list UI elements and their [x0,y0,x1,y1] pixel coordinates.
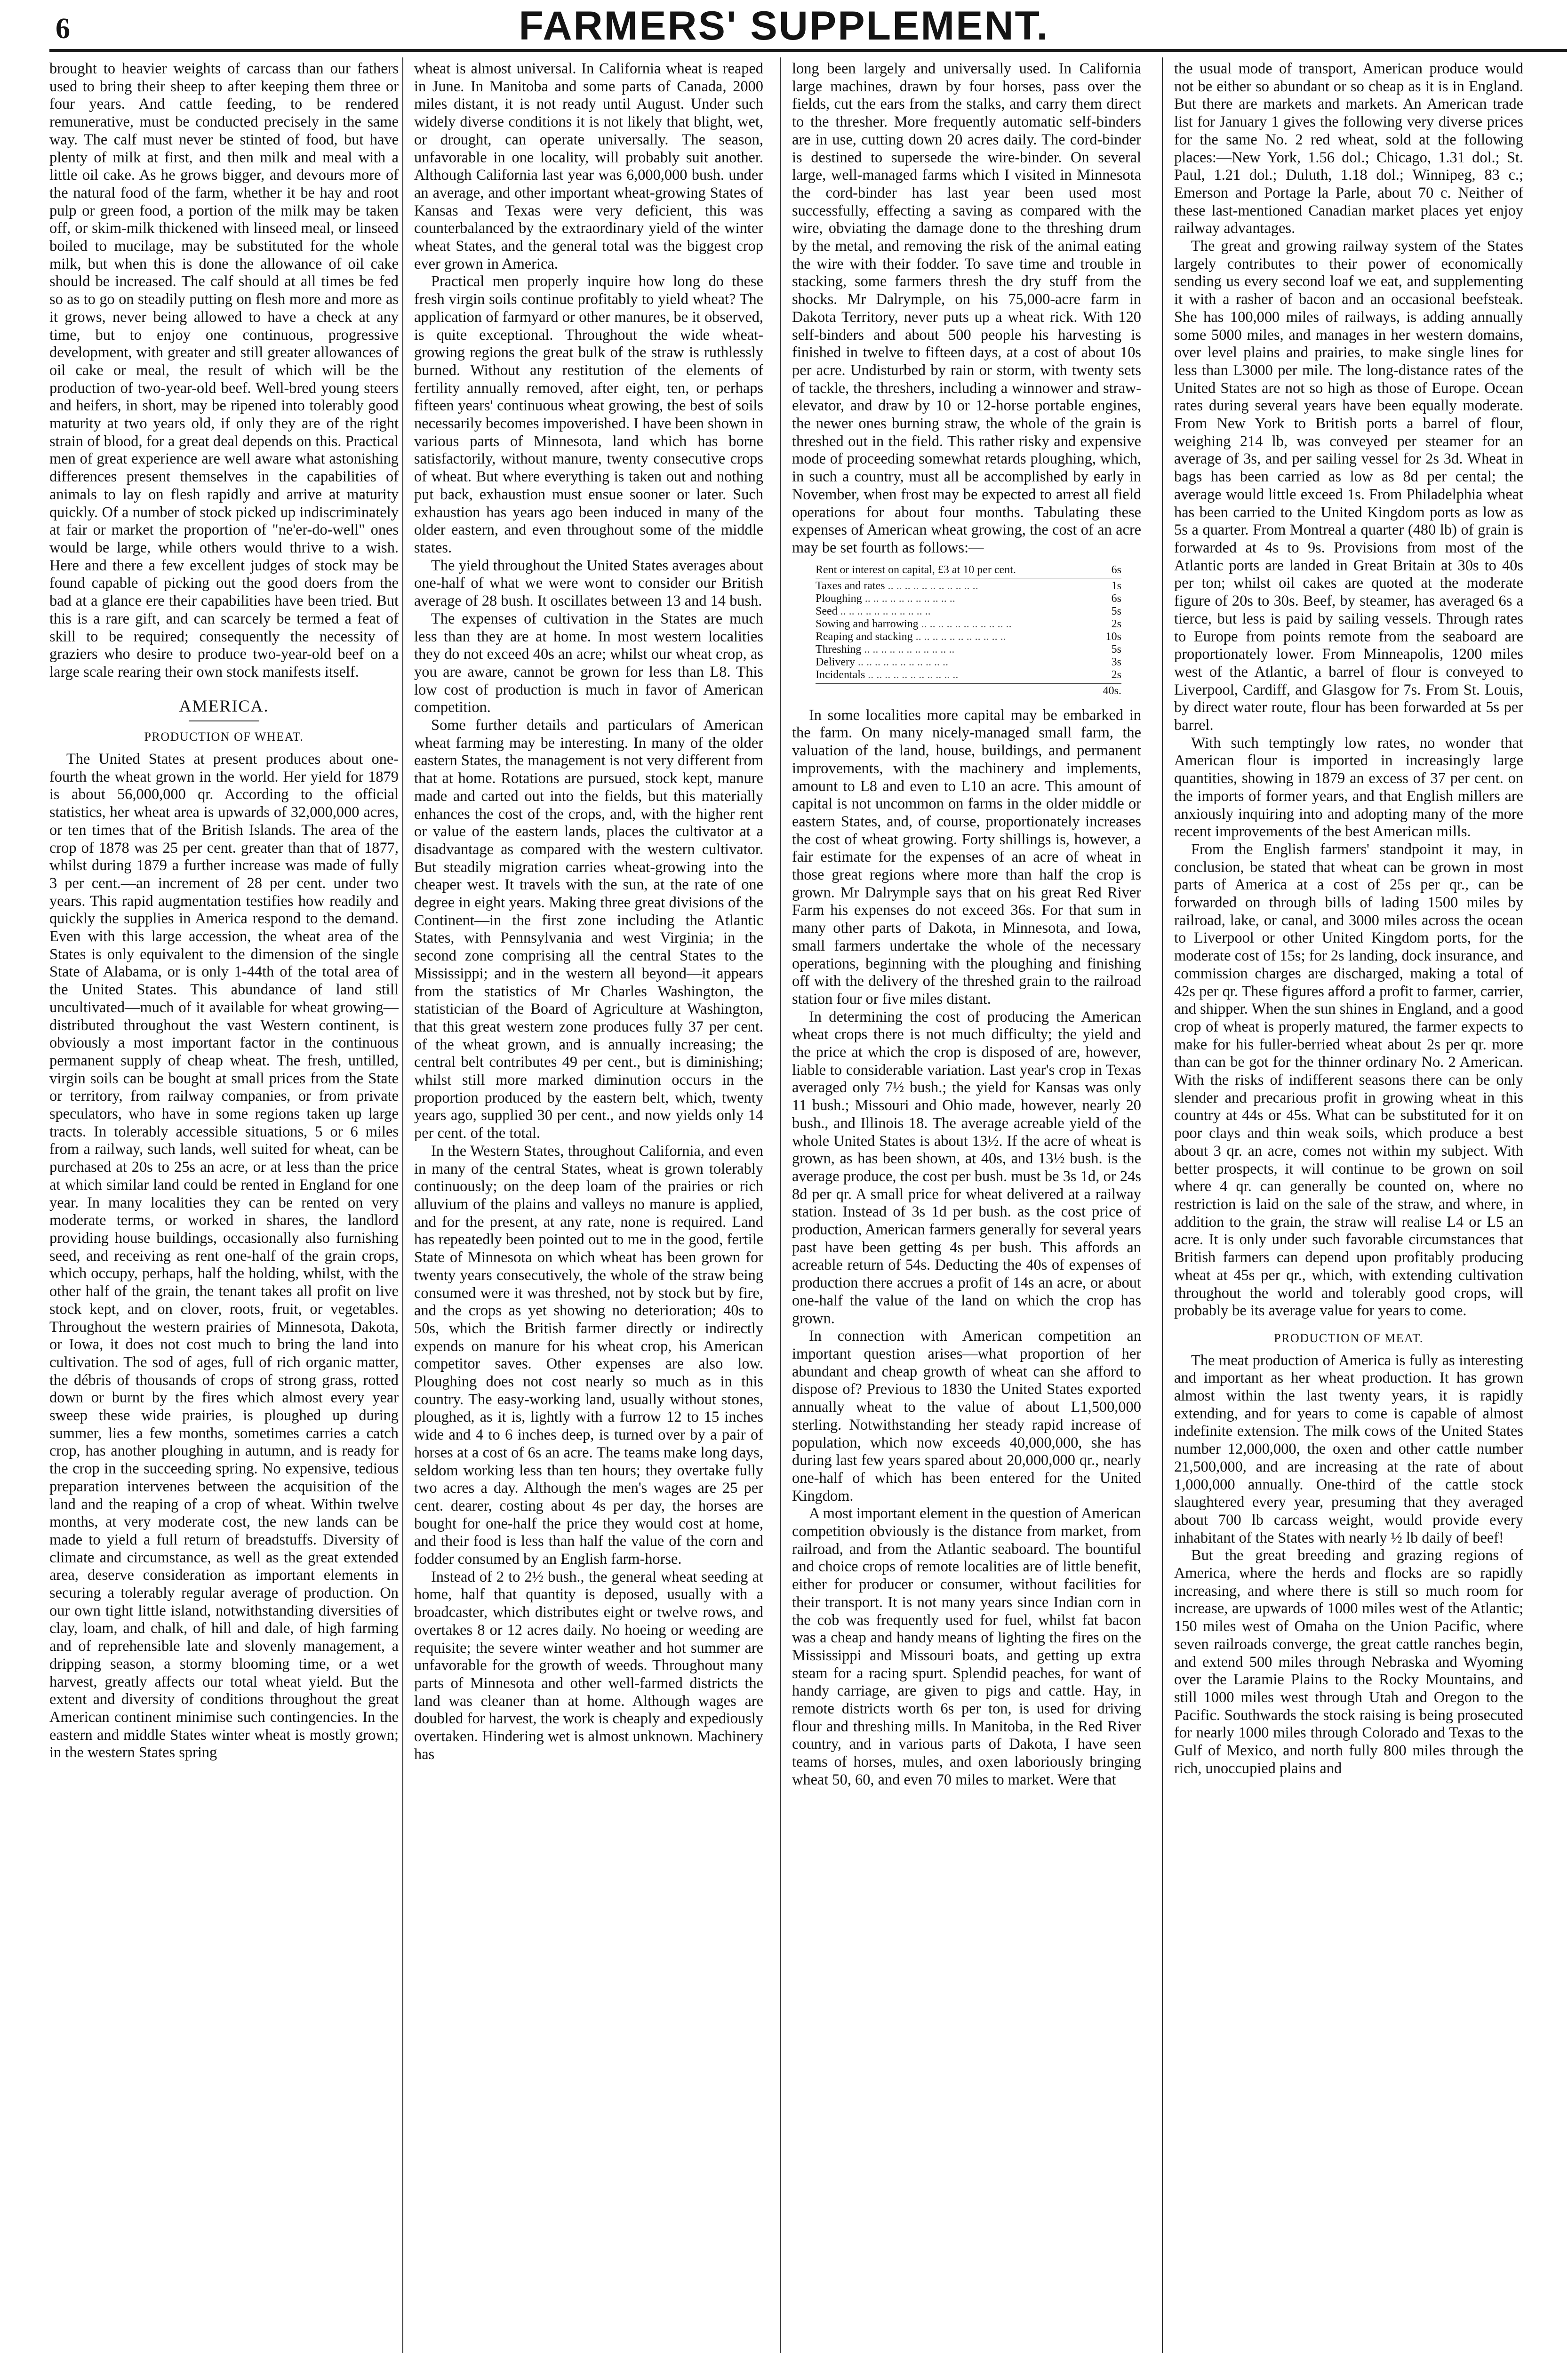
page-header [0,0,1568,52]
cost-amount: 6s [1111,592,1121,605]
column-3 [792,60,1141,2353]
cost-row [816,580,1121,592]
article-paragraph: The meat production of America is fully as interesting and important as her wheat production. It has grown almost within the last twenty years, it is rapidly extending, and for years to come is capable of almost indefinite extension. The milk cows of the United States number 12,000,000, the oxen and other cattle number 21,500,000, and are increasing at the rate of about 1,000,000 annually. One-third of the cattle stock slaughtered every year, presuming that they averaged about 700 lb carcass weight, would provide every inhabitant of the States with nearly ½ lb daily of beef! [1174,1352,1523,1546]
cost-amount: 1s [1111,579,1121,592]
page-number: 6 [56,13,70,45]
article-paragraph: From the English farmers' standpoint it may, in conclusion, be stated that wheat can be grown in most parts of America at a cost of 25s per qr., can be forwarded on through bills of lading 1500 miles by railroad, lake, or canal, and 3000 miles across the ocean to Liverpool or other United Kingdom ports, for the moderate cost of 15s; for 2s landing, dock insurance, and commission charges are discharged, making a total of 42s per qr. These figures afford a profit to farmer, carrier, and shipper. When the sun shines in England, and a good crop of wheat is properly matured, the farmer expects to make for his fuller-berried wheat about 2s per qr. more than can be got for the thinner ordinary No. 2 American. With the risks of indifferent seasons there can be only slender and precarious profit in growing wheat in this country at 44s or 45s. What can be substituted for it on poor clays and thin weak soils, which produce a best about 3 qr. an acre, comes not within my subject. With better prospects, it will continue to be grown on soil where 4 qr. can generally be counted on, where no restriction is laid on the sale of the straw, and where, in addition to the grain, the straw will realise L4 or L5 an acre. It is only under such favorable circumstances that British farmers can depend upon profitably producing wheat at 45s per qr., which, with extending cultivation throughout the world and tolerably good crops, will probably be its average value for years to come. [1174,840,1523,1320]
cost-amount: 2s [1111,617,1121,630]
leader-dots: .. .. .. .. .. .. .. .. .. .. .. [888,579,978,592]
header-rule [49,49,1567,52]
cost-row [816,592,1121,605]
cost-table-header-amount: 6s [1111,563,1121,576]
cost-label: Taxes and rates [816,579,885,592]
masthead-title: FARMERS' SUPPLEMENT. [519,3,1049,48]
article-paragraph: Some further details and particulars of American wheat farming may be interesting. In many of the older eastern States, the management is not very different from that at home. Rotations are pursued, stock kept, manure made and carted out into the fields, but this materially enhances the cost of the crops, and, with the higher rent or value of the eastern lands, places the cultivator at a disadvantage as compared with the western cultivator. But steadily migration carries wheat-growing into the cheaper west. It travels with the sun, at the rate of one degree in eight years. Making three great divisions of the Continent—in the first zone including the Atlantic States, with Pennsylvania and west Virginia; in the second zone comprising all the central States to the Mississippi; and in the western all beyond—it appears from the statistics of Mr Charles Washington, the statistician of the Board of Agriculture at Washington, that this great western zone produces fully 37 per cent. of the wheat grown, and is annually increasing; the central belt contributes 49 per cent., but is diminishing; whilst still more marked diminution occurs in the proportion produced by the eastern belt, which, twenty years ago, supplied 30 per cent., and now yields only 14 per cent. of the total. [414,717,763,1142]
leader-dots: .. .. .. .. .. .. .. .. .. .. .. [864,592,955,605]
column-2 [414,60,763,2353]
article-paragraph: But the great breeding and grazing regions of America, where the herds and flocks are so rapidly increasing, and where there is still so much room for increase, are upwards of 1000 miles west of the Atlantic; 150 miles west of Omaha on the Union Pacific, where seven railroads converge, the great cattle ranches begin, and extend 500 miles through Nebraska and Wyoming over the Laramie Plains to the Rocky Mountains, and still 1000 miles west through Utah and Oregon to the Pacific. Southwards the stock raising is being prosecuted for nearly 1000 miles through Colorado and Texas to the Gulf of Mexico, and north fully 800 miles through the rich, unoccupied plains and [1174,1547,1523,1777]
cost-row [816,618,1121,631]
article-paragraph: The expenses of cultivation in the States are much less than they are at home. In most western localities they do not exceed 40s an acre; whilst our wheat crop, as you are aware, cannot be grown for less than L8. This low cost of production is much in favor of American competition. [414,610,763,716]
article-paragraph: The great and growing railway system of the States largely contributes to their power of economically sending us every second loaf we eat, and supplementing it with a rasher of bacon and an occasional beefsteak. She has 100,000 miles of railways, is adding annually some 5000 miles, and manages in her western domains, over level plains and prairies, to make single lines for less than L3000 per mile. The long-distance rates of the United States are not so high as those of Europe. Ocean rates during several years have been equally moderate. From New York to British ports a barrel of flour, weighing 214 lb, was conveyed per steamer for an average of 3s, and per sailing vessel for 2s 3d. Wheat in bags has been carried as low as 8d per cental; the average would little exceed 1s. From Philadelphia wheat has been carried to the United Kingdom ports as low as 5s a quarter. From Montreal a quarter (480 lb) of grain is forwarded at 4s to 9s. Provisions from most of the Atlantic ports are landed in Great Britain at 30s to 40s per ton; whilst oil cakes are quoted at the moderate figure of 20s to 30s. Beef, by steamer, has averaged 6s a tierce, but less is paid by sailing vessels. Through rates to Europe from points remote from the seaboard are proportionately lower. From Minneapolis, 1200 miles west of the Atlantic, a barrel of flour is conveyed to Liverpool, Cardiff, and Glasgow for 7s. From St. Louis, by direct water route, flour has been forwarded at 5s per barrel. [1174,238,1523,734]
section-divider [189,720,259,721]
article-paragraph: long been largely and universally used. In California large machines, drawn by four horses, pass over the fields, cut the ears from the stalks, and carry them direct to the thresher. More frequently automatic self-binders are in use, cutting down 20 acres daily. The cord-binder is destined to supersede the wire-binder. On several large, well-managed farms which I visited in Minnesota the cord-binder has last year been used most successfully, effecting a saving as compared with the wire, obviating the damage done to the threshing drum by the metal, and removing the risk of the animal eating the wire with their fodder. To save time and trouble in stacking, some farmers thresh the dry stuff from the shocks. Mr Dalrymple, on his 75,000-acre farm in Dakota Territory, never puts up a wheat rick. With 120 self-binders and about 500 people his harvesting is finished in twelve to fifteen days, at a cost of about 10s per acre. Undisturbed by rain or storm, with twenty sets of tackle, the threshers, including a winnower and straw-elevator, and draw by 10 or 12-horse portable engines, the newer ones burning straw, the whole of the grain is threshed out in the field. This rather risky and expensive mode of proceeding somewhat retards ploughing, which, in such a country, must all be accomplished by early in November, when frost may be expected to arrest all field operations for about four months. Tabulating these expenses of American wheat growing, the cost of an acre may be set fourth as follows:— [792,60,1141,556]
cost-table-header-label: Rent or interest on capital, £3 at 10 per cent. [816,563,1016,576]
leader-dots: .. .. .. .. .. .. .. .. .. .. .. [915,630,1006,643]
column-divider [1162,57,1163,2353]
article-paragraph: brought to heavier weights of carcass than our fathers used to bring their sheep to after keeping them three or four years. And cattle feeding, to be rendered remunerative, must be conducted precisely in the same way. The calf must never be stinted of food, but have plenty of milk at first, and then milk and meal with a little oil cake. As he grows bigger, and devours more of the natural food of the farm, whether it be hay and root pulp or green food, a portion of the milk may be taken off, or skim-milk thickened with linseed meal, or linseed boiled to mucilage, may be substituted for the whole milk, but when this is done the allowance of oil cake should be increased. The calf should at all times be fed so as to go on steadily putting on flesh more and more as it grows, never being allowed to have a check at any time, but to enjoy one continuous, progressive development, with greater and still greater allowances of oil cake or meal, the result of which will be the production of two-year-old beef. Well-bred young steers and heifers, in short, may be ripened into tolerably good maturity at two years old, if only they are of the right strain of blood, for a great deal depends on this. Practical men of great experience are well aware what astonishing differences present themselves in the capabilities of animals to lay on flesh rapidly and arrive at maturity quickly. Of a number of stock picked up indiscriminately at fair or market the proportion of "ne'er-do-well" ones would be large, while others would thrive to a wish. Here and there a few excellent judges of stock may be found capable of picking out the good doers from the bad at a glance ere their capabilities have been tried. But this is a rare gift, and can scarcely be termed a feat of skill to be required; consequently the necessity of graziers who desire to produce two-year-old beef on a large scale rearing their own stock manifests itself. [49,60,399,680]
cost-row [816,643,1121,656]
cost-amount: 5s [1111,643,1121,656]
cost-label: Delivery [816,656,855,668]
cost-label: Incidentals [816,668,865,681]
cost-row [816,656,1121,669]
subheading-production-of-wheat: PRODUCTION OF WHEAT. [144,730,304,744]
cost-label: Sowing and harrowing [816,617,919,630]
article-paragraph: In the Western States, throughout California, and even in many of the central States, wheat is grown tolerably continuously; on the deep loam of the prairies or rich alluvium of the plains and valleys no manure is applied, and for the present, at any rate, none is required. Land has repeatedly been pointed out to me in the good, fertile State of Minnesota on which wheat has been grown for twenty years consecutively, the whole of the straw being consumed were it was threshed, not by stock but by fire, and the crops as yet showing no deterioration; 40s to 50s, which the British farmer directly or indirectly expends on manure for his wheat crop, his American competitor saves. Other expenses are also low. Ploughing does not cost nearly so much as in this country. The easy-working land, usually without stones, ploughed, as it is, lightly with a furrow 12 to 15 inches wide and 4 to 6 inches deep, is turned over by a pair of horses at a cost of 6s an acre. The teams make long days, seldom working less than ten hours; they overtake fully two acres a day. Although the men's wages are 25 per cent. dearer, costing about 4s per day, the horses are bought for one-half the price they would cost at home, and their food is less than half the value of the corn and fodder consumed by an English farm-horse. [414,1142,763,1568]
cost-label: Threshing [816,643,862,656]
cost-amount: 2s [1111,668,1121,681]
column-4 [1174,60,1523,2353]
article-paragraph: Instead of 2 to 2½ bush., the general wheat seeding at home, half that quantity is deposed, usually with a broadcaster, which distributes eight or twelve rows, and overtakes 8 or 12 acres daily. No hoeing or weeding are requisite; the severe winter weather and hot summer are unfavorable for the growth of weeds. Throughout many parts of Minnesota and other well-farmed districts the land was cleaner than at home. Although wages are doubled for harvest, the work is cheaply and expediously overtaken. Hindering wet is almost unknown. Machinery has [414,1568,763,1763]
leader-dots: .. .. .. .. .. .. .. .. .. .. .. [868,668,959,681]
leader-dots: .. .. .. .. .. .. .. .. .. .. .. [857,656,948,668]
leader-dots: .. .. .. .. .. .. .. .. .. .. .. [921,617,1012,630]
article-paragraph: In determining the cost of producing the American wheat crops there is not much difficulty; the yield and the price at which the crop is disposed of are, however, liable to considerable variation. Last year's crop in Texas averaged only 7½ bush.; the yield for Kansas was only 11 bush.; Missouri and Ohio made, however, nearly 20 bush., and Illinois 18. The average acreable yield of the whole United States is about 13½. If the acre of wheat is grown, as has been shown, at 40s, and 13½ bush. is the average produce, the cost per bush. must be 3s 1d, or 24s 8d per qr. A small price for wheat delivered at a railway station. Instead of 3s 1d per bush. as the cost price of production, American farmers generally for several years past have been getting 4s per bush. This affords an acreable return of 54s. Deducting the 40s of expenses of production there accrues a profit of 14s an acre, or about one-half the value of the land on which the crop has grown. [792,1008,1141,1327]
article-paragraph: A most important element in the question of American competition obviously is the distance from market, from railroad, and from the Atlantic seaboard. The bountiful and choice crops of remote localities are of little benefit, either for producer or consumer, without facilities for their transport. It is not many years since Indian corn in the cob was frequently used for fuel, whilst fat bacon was a cheap and handy means of lighting the fires on the Mississippi and Missouri boats, and getting up extra steam for a racing spurt. Splendid peaches, for want of handy carriage, are given to pigs and cattle. Hay, in remote districts worth 6s per ton, is used for driving flour and threshing mills. In Manitoba, in the Red River country, and in various parts of Dakota, I have seen teams of horses, mules, and oxen laboriously bringing wheat 50, 60, and even 70 miles to market. Were that [792,1505,1141,1788]
article-paragraph: the usual mode of transport, American produce would not be either so abundant or so cheap as it is in England. But there are markets and markets. An American trade list for January 1 gives the following very diverse prices for the same No. 2 red wheat, sold at the following places:—New York, 1.56 dol.; Chicago, 1.31 dol.; St. Paul, 1.21 dol.; Duluth, 1.18 dol.; Winnipeg, 83 c.; Emerson and Portage la Parle, about 70 c. Neither of these last-mentioned Canadian market places yet enjoy railway advantages. [1174,60,1523,237]
cost-table-header [816,564,1121,578]
article-paragraph: The United States at present produces about one-fourth the wheat grown in the world. Her yield for 1879 is about 56,000,000 qr. According to the official statistics, her wheat area is upwards of 32,000,000 acres, or ten times that of the British Islands. The area of the crop of 1878 was 25 per cent. greater than that of 1877, whilst during 1879 a further increase was made of fully 3 per cent.—an increment of 28 per cent. under two years. This rapid augmentation testifies how readily and quickly the supplies in America respond to the demand. Even with this large accession, the wheat area of the States is only equivalent to the dimension of the single State of Alabama, or is only 1-44th of the total area of the United States. This abundance of land still uncultivated—much of it available for wheat growing—distributed throughout the vast Western continent, is obviously a most important factor in the continuous permanent supply of cheap wheat. The fresh, untilled, virgin soils can be bought at small prices from the State or territory, from railway companies, or from private speculators, who have in some regions taken up large tracts. In tolerably accessible situations, 5 or 6 miles from a railway, such lands, well suited for wheat, can be purchased at 20s to 25s an acre, or at less than the price at which similar land could be rented in England for one year. In many localities they can be rented on very moderate terms, or worked in shares, the landlord providing house buildings, occasionally also furnishing seed, and receiving as rent one-half of the grain crops, which occupy, perhaps, half the holding, whilst, with the other half of the grain, the tenant takes all profit on live stock kept, and on clover, roots, fruit, or vegetables. Throughout the western prairies of Minnesota, Dakota, or Iowa, it does not cost much to bring the land into cultivation. The sod of ages, full of rich organic matter, the débris of thousands of crops of strong grass, rotted down or burnt by the fires which almost every year sweep these wide prairies, is ploughed up during summer, lies a few months, sometimes carries a catch crop, has another ploughing in autumn, and is ready for the crop in the succeeding spring. No expensive, tedious preparation intervenes between the acquisition of the land and the reaping of a crop of wheat. Within twelve months, at very moderate cost, the new lands can be made to yield a full return of breadstuffs. Diversity of climate and circumstance, as well as the great extended area, deserve consideration as important elements in securing a tolerably regular average of production. On our own tight little island, notwithstanding diversities of clay, loam, and chalk, of hill and dale, of high farming and of reprehensible late and slovenly management, a dripping season, a stormy blooming time, or a wet harvest, greatly affects our total wheat yield. But the extent and diversity of conditions throughout the great American continent minimise such contingencies. In the eastern and middle States winter wheat is mostly grown; in the western States spring [49,751,399,1761]
cost-amount: 3s [1111,656,1121,668]
cost-row [816,631,1121,643]
cost-amount: 10s [1105,630,1121,643]
cost-total: 40s. [816,683,1121,697]
subheading-production-of-meat: PRODUCTION OF MEAT. [1274,1331,1424,1345]
cost-label: Ploughing [816,592,862,605]
cost-row [816,669,1121,681]
article-paragraph: In some localities more capital may be embarked in the farm. On many nicely-managed small farm, the valuation of the land, house, buildings, and permanent improvements, with the machinery and implements, amount to L8 and even to L10 an acre. This amount of capital is not uncommon on farms in the older middle or eastern States, and, of course, proportionately increases the cost of wheat growing. Forty shillings is, however, a fair estimate for the expenses of an acre of wheat in those great regions where more than half the crop is grown. Mr Dalrymple says that on his great Red River Farm his expenses do not exceed 36s. For that sum in many other parts of Dakota, in Minnesota, and Iowa, small farmers undertake the whole of the necessary operations, beginning with the ploughing and finishing off with the delivery of the threshed grain to the railroad station four or five miles distant. [792,706,1141,1008]
section-heading-america: AMERICA. [179,696,269,715]
cost-row [816,605,1121,618]
cost-label: Reaping and stacking [816,630,913,643]
article-paragraph: The yield throughout the United States averages about one-half of what we were wont to consider our British average of 28 bush. It oscillates between 13 and 14 bush. [414,557,763,610]
leader-dots: .. .. .. .. .. .. .. .. .. .. .. [864,643,955,656]
column-divider [780,57,781,2353]
cost-table [816,564,1121,697]
article-paragraph: In connection with American competition an important question arises—what proportion of her abundant and cheap growth of wheat can she afford to dispose of? Previous to 1830 the United States exported annually wheat to the value of about L1,500,000 sterling. Notwithstanding her steady rapid increase of population, which now exceeds 40,000,000, she has during last few years spared about 20,000,000 qr., nearly one-half of which has been entered for the United Kingdom. [792,1328,1141,1505]
cost-amount: 5s [1111,605,1121,617]
cost-label: Seed [816,605,838,617]
column-divider [402,57,403,2353]
article-paragraph: With such temptingly low rates, no wonder that American flour is imported in increasingly large quantities, showing in 1879 an excess of 37 per cent. on the imports of former years, and that English millers are anxiously inquiring into and adopting many of the more recent improvements of the best American mills. [1174,734,1523,840]
column-1 [49,60,399,2353]
article-paragraph: Practical men properly inquire how long do these fresh virgin soils continue profitably to yield wheat? The application of farmyard or other manures, be it observed, is quite exceptional. Throughout the wide wheat-growing regions the great bulk of the straw is ruthlessly burned. Without any restitution of the elements of fertility annually removed, after eight, ten, or perhaps fifteen years' continuous wheat growing, the best of soils necessarily becomes impoverished. I have been shown in various parts of Minnesota, land which has borne satisfactorily, without manure, twenty consecutive crops of wheat. But where everything is taken out and nothing put back, exhaustion must ensue sooner or later. Such exhaustion has years ago been induced in many of the older eastern, and even throughout some of the middle states. [414,273,763,556]
article-paragraph: wheat is almost universal. In California wheat is reaped in June. In Manitoba and some parts of Canada, 2000 miles distant, it is not ready until August. Under such widely diverse conditions it is not likely that blight, wet, or drought, can operate universally. The season, unfavorable in one locality, will probably suit another. Although California last year was 6,000,000 bush. under an average, and other important wheat-growing States of Kansas and Texas were very deficient, this was counterbalanced by the extraordinary yield of the winter wheat States, and the general total was the biggest crop ever grown in America. [414,60,763,272]
leader-dots: .. .. .. .. .. .. .. .. .. .. .. [840,605,931,617]
